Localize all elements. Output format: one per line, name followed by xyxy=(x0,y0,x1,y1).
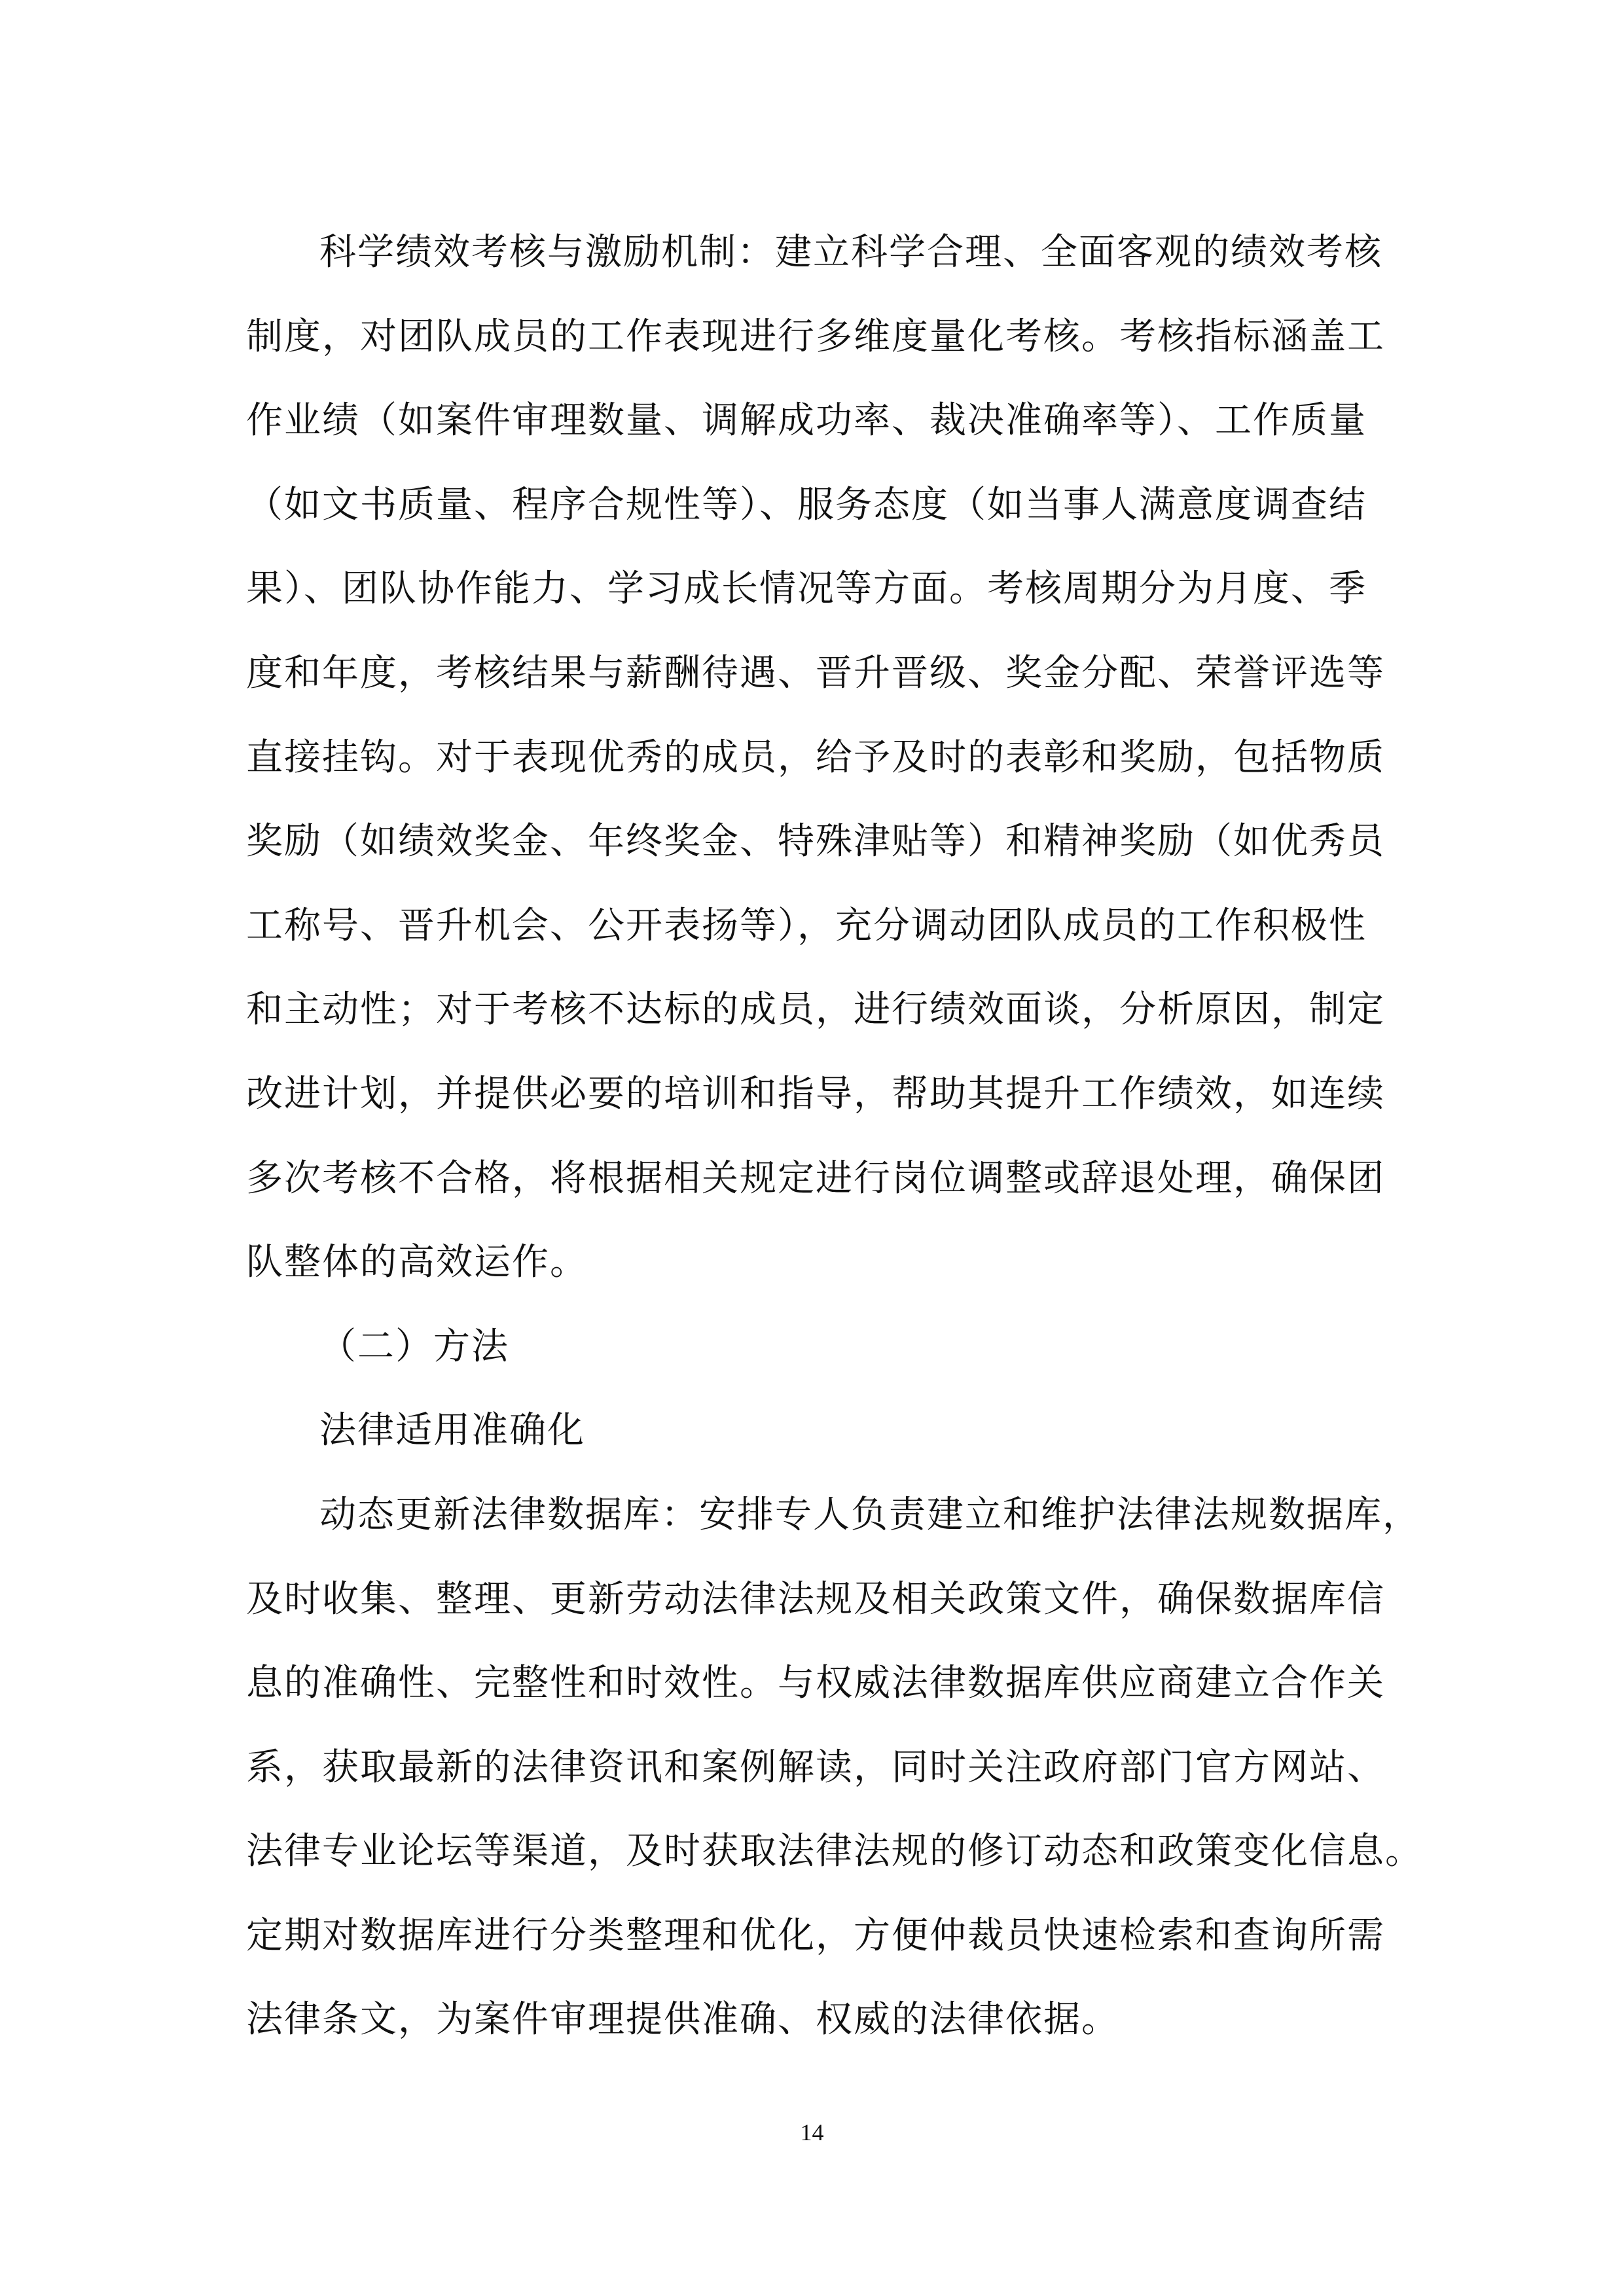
paragraph-line: 队整体的高效运作。 xyxy=(246,1241,588,1284)
paragraph-line: 度和年度，考核结果与薪酬待遇、晋升晋级、奖金分配、荣誉评选等 xyxy=(246,651,1385,694)
paragraph-line: 工称号、晋升机会、公开表扬等），充分调动团队成员的工作积极性 xyxy=(246,904,1367,947)
page-number: 14 xyxy=(800,2119,824,2145)
paragraph-line: 制度，对团队成员的工作表现进行多维度量化考核。考核指标涵盖工 xyxy=(246,315,1385,358)
paragraph-line: 果）、团队协作能力、学习成长情况等方面。考核周期分为月度、季 xyxy=(246,567,1367,611)
paragraph-line: 法律条文，为案件审理提供准确、权威的法律依据。 xyxy=(246,1998,1119,2041)
subsection-heading: 法律适用准确化 xyxy=(319,1409,585,1452)
paragraph-line: 改进计划，并提供必要的培训和指导，帮助其提升工作绩效，如连续 xyxy=(246,1072,1385,1115)
paragraph-line: 息的准确性、完整性和时效性。与权威法律数据库供应商建立合作关 xyxy=(246,1662,1385,1705)
paragraph-line: （如文书质量、程序合规性等）、服务态度（如当事人满意度调查结 xyxy=(246,483,1367,526)
paragraph-line: 法律专业论坛等渠道，及时获取法律法规的修订动态和政策变化信息。 xyxy=(246,1830,1423,1873)
paragraph-line: 科学绩效考核与激励机制：建立科学合理、全面客观的绩效考核 xyxy=(319,231,1382,274)
document-body xyxy=(246,211,1423,2062)
paragraph-line: 多次考核不合格，将根据相关规定进行岗位调整或辞退处理，确保团 xyxy=(246,1157,1385,1200)
paragraph-line: 作业绩（如案件审理数量、调解成功率、裁决准确率等）、工作质量 xyxy=(246,399,1367,442)
paragraph-line: 定期对数据库进行分类整理和优化，方便仲裁员快速检索和查询所需 xyxy=(246,1914,1385,1957)
section-heading: （二）方法 xyxy=(319,1325,509,1368)
paragraph-line: 系，获取最新的法律资讯和案例解读，同时关注政府部门官方网站、 xyxy=(246,1746,1385,1789)
paragraph-line: 动态更新法律数据库：安排专人负责建立和维护法律法规数据库， xyxy=(319,1493,1420,1536)
paragraph-line: 和主动性；对于考核不达标的成员，进行绩效面谈，分析原因，制定 xyxy=(246,988,1385,1031)
paragraph-line: 直接挂钩。对于表现优秀的成员，给予及时的表彰和奖励，包括物质 xyxy=(246,736,1385,779)
paragraph-line: 及时收集、整理、更新劳动法律法规及相关政策文件，确保数据库信 xyxy=(246,1577,1385,1621)
paragraph-line: 奖励（如绩效奖金、年终奖金、特殊津贴等）和精神奖励（如优秀员 xyxy=(246,820,1385,863)
